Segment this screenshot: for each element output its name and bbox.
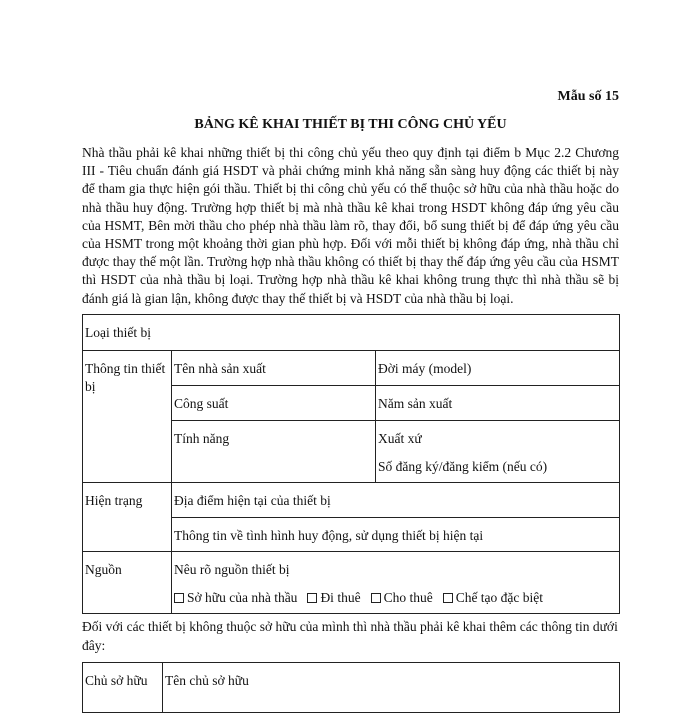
owner-name-label: Tên chủ sở hữu [165, 673, 249, 688]
year-made-label: Năm sản xuất [378, 396, 453, 411]
source-option-label: Cho thuê [383, 590, 433, 605]
equipment-type-cell[interactable] [83, 315, 620, 351]
capacity-label: Công suất [174, 396, 229, 411]
origin-registration-cell[interactable] [376, 421, 620, 483]
checkbox-icon[interactable] [371, 593, 381, 603]
model-label: Đời máy (model) [378, 361, 472, 376]
mobilization-info-cell[interactable] [172, 518, 620, 552]
owner-label: Chủ sở hữu [85, 673, 148, 688]
current-location-cell[interactable] [172, 483, 620, 518]
capacity-cell[interactable] [172, 386, 376, 421]
source-options [174, 589, 617, 607]
source-option-leased-out[interactable] [371, 589, 433, 607]
source-option-owned[interactable] [174, 589, 297, 607]
source-label: Nguồn [85, 562, 122, 577]
info-label: Thông tin thiết bị [85, 361, 166, 394]
status-label-cell [83, 483, 172, 552]
features-cell[interactable] [172, 421, 376, 483]
checkbox-icon[interactable] [443, 593, 453, 603]
manufacturer-cell[interactable] [172, 351, 376, 386]
owner-table [82, 662, 620, 713]
non-owned-note: Đối với các thiết bị không thuộc sở hữu của mình thì nhà thầu phải kê khai thêm các thông tin dưới đây: [82, 619, 618, 653]
equipment-table [82, 314, 620, 614]
manufacturer-label: Tên nhà sản xuất [174, 361, 266, 376]
year-made-cell[interactable] [376, 386, 620, 421]
source-option-label: Sở hữu của nhà thầu [187, 590, 298, 605]
registration-label: Số đăng ký/đăng kiểm (nếu có) [378, 459, 548, 474]
checkbox-icon[interactable] [307, 593, 317, 603]
features-label: Tính năng [174, 431, 230, 446]
model-cell[interactable] [376, 351, 620, 386]
current-location-label: Địa điểm hiện tại của thiết bị [174, 493, 331, 508]
source-cell [172, 552, 620, 614]
origin-label: Xuất xứ [378, 431, 422, 446]
intro-paragraph: Nhà thầu phải kê khai những thiết bị thi công chủ yếu theo quy định tại điểm b Mục 2.2 Chương III - Tiêu chuẩn đánh giá HSDT và phải chứng minh khả năng sẵn sàng huy động các thiết bị này để tham gia thực hiện gói thầu. Thiết bị thi công chủ yếu có thể thuộc sở hữu của nhà thầu hoặc do nhà thầu huy động. Trường hợp thiết bị mà nhà thầu kê khai trong HSDT không đáp ứng yêu cầu của HSMT, Bên mời thầu cho phép nhà thầu làm rõ, thay đổi, bổ sung thiết bị để đáp ứng yêu cầu của HSMT trong một khoảng thời gian phù hợp. Đối với mỗi thiết bị không đáp ứng, nhà thầu chỉ được thay thế một lần. Trường hợp nhà thầu không có thiết bị thay thế đáp ứng yêu cầu của HSMT thì HSDT của nhà thầu bị loại. Trường hợp nhà thầu kê khai không trung thực thì nhà thầu sẽ bị đánh giá là gian lận, không được thay thế thiết bị và HSDT của nhà thầu bị loại. [82, 145, 619, 306]
source-option-custom-built[interactable] [443, 589, 543, 607]
form-number: Mẫu số 15 [557, 89, 619, 104]
source-option-rented[interactable] [307, 589, 360, 607]
source-option-label: Đi thuê [320, 590, 361, 605]
source-option-label: Chế tạo đặc biệt [455, 590, 544, 605]
owner-label-cell [83, 663, 163, 713]
equipment-type-label: Loại thiết bị [85, 325, 151, 340]
status-label: Hiện trạng [85, 493, 143, 508]
checkbox-icon[interactable] [174, 593, 184, 603]
info-label-cell [83, 351, 172, 483]
source-label-cell [83, 552, 172, 614]
source-prompt: Nêu rõ nguồn thiết bị [174, 562, 290, 577]
document-title: BẢNG KÊ KHAI THIẾT BỊ THI CÔNG CHỦ YẾU [194, 117, 507, 132]
mobilization-info-label: Thông tin về tình hình huy động, sử dụng thiết bị hiện tại [174, 528, 484, 543]
owner-name-cell[interactable] [163, 663, 620, 713]
